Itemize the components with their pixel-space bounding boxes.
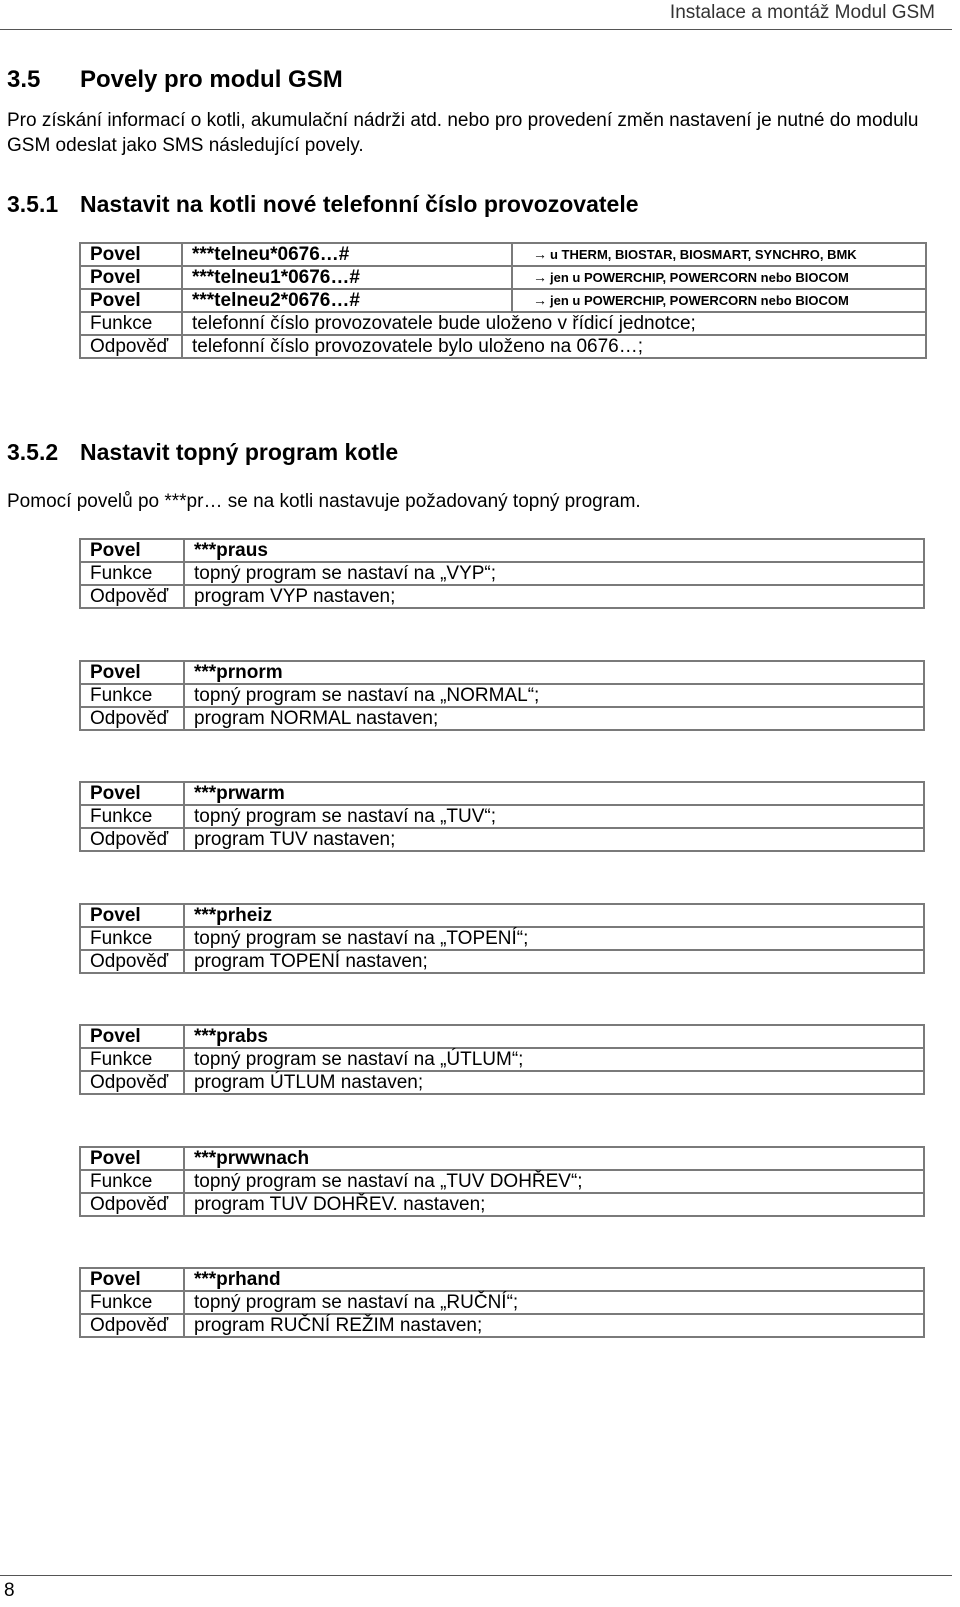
row-key: Funkce xyxy=(80,1291,184,1314)
program-table xyxy=(79,781,925,852)
telephone-command-table xyxy=(79,242,927,359)
row-value: ***prwarm xyxy=(184,782,924,805)
table-row xyxy=(80,243,926,266)
row-value: ***telneu1*0676…# xyxy=(182,266,512,289)
table-row xyxy=(80,805,924,828)
row-key: Funkce xyxy=(80,562,184,585)
table-row xyxy=(80,312,926,335)
row-value: topný program se nastaví na „NORMAL“; xyxy=(184,684,924,707)
table-row xyxy=(80,782,924,805)
section-heading xyxy=(7,66,343,94)
table-row xyxy=(80,1071,924,1094)
table-row xyxy=(80,266,926,289)
table-row xyxy=(80,585,924,608)
table-row xyxy=(80,1048,924,1071)
row-key: Povel xyxy=(80,243,182,266)
row-key: Povel xyxy=(80,266,182,289)
row-key: Funkce xyxy=(80,927,184,950)
row-value: program TUV nastaven; xyxy=(184,828,924,851)
row-key: Povel xyxy=(80,1147,184,1170)
row-value: topný program se nastaví na „VYP“; xyxy=(184,562,924,585)
arrow-right-icon: → xyxy=(533,292,547,308)
table-row xyxy=(80,539,924,562)
arrow-right-icon: → xyxy=(533,269,547,285)
row-value: telefonní číslo provozovatele bude uloženo v řídicí jednotce; xyxy=(182,312,926,335)
row-key: Funkce xyxy=(80,1048,184,1071)
program-table xyxy=(79,903,925,974)
table-row xyxy=(80,1314,924,1337)
row-key: Povel xyxy=(80,782,184,805)
program-table xyxy=(79,1146,925,1217)
subsection-intro: Pomocí povelů po ***pr… se na kotli nastavuje požadovaný topný program. xyxy=(7,491,641,512)
row-value: topný program se nastaví na „TOPENÍ“; xyxy=(184,927,924,950)
row-value: topný program se nastaví na „TUV DOHŘEV“; xyxy=(184,1170,924,1193)
row-key: Povel xyxy=(80,1025,184,1048)
row-key: Odpověď xyxy=(80,335,182,358)
row-value: ***praus xyxy=(184,539,924,562)
table-row xyxy=(80,904,924,927)
row-key: Funkce xyxy=(80,805,184,828)
row-value: topný program se nastaví na „ÚTLUM“; xyxy=(184,1048,924,1071)
row-note: → jen u POWERCHIP, POWERCORN nebo BIOCOM xyxy=(512,289,926,312)
table-row xyxy=(80,1025,924,1048)
subsection-number: 3.5.1 xyxy=(7,191,59,217)
row-key: Odpověď xyxy=(80,950,184,973)
row-value: ***prnorm xyxy=(184,661,924,684)
row-key: Povel xyxy=(80,1268,184,1291)
row-value: ***prheiz xyxy=(184,904,924,927)
table-row xyxy=(80,661,924,684)
row-value: program TUV DOHŘEV. nastaven; xyxy=(184,1193,924,1216)
row-key: Povel xyxy=(80,904,184,927)
table-row xyxy=(80,335,926,358)
subsection-heading-1 xyxy=(7,191,639,218)
section-title: Povely pro modul GSM xyxy=(80,66,343,93)
program-table xyxy=(79,1267,925,1338)
table-row xyxy=(80,828,924,851)
table-row xyxy=(80,562,924,585)
row-value: ***prhand xyxy=(184,1268,924,1291)
table-row xyxy=(80,1268,924,1291)
table-row xyxy=(80,927,924,950)
row-value: program NORMAL nastaven; xyxy=(184,707,924,730)
arrow-right-icon: → xyxy=(533,246,547,262)
row-value: ***telneu*0676…# xyxy=(182,243,512,266)
program-table xyxy=(79,538,925,609)
running-header: Instalace a montáž Modul GSM xyxy=(669,2,935,23)
row-key: Funkce xyxy=(80,684,184,707)
subsection-heading-2 xyxy=(7,439,398,466)
row-key: Funkce xyxy=(80,312,182,335)
subsection-title: Nastavit na kotli nové telefonní číslo provozovatele xyxy=(80,191,639,217)
section-number: 3.5 xyxy=(7,66,41,93)
table-row xyxy=(80,1193,924,1216)
row-value: ***prabs xyxy=(184,1025,924,1048)
table-row xyxy=(80,1147,924,1170)
subsection-number: 3.5.2 xyxy=(7,439,59,465)
page-number: 8 xyxy=(4,1580,15,1601)
subsection-title: Nastavit topný program kotle xyxy=(80,439,399,465)
row-value: topný program se nastaví na „RUČNÍ“; xyxy=(184,1291,924,1314)
row-key: Odpověď xyxy=(80,1193,184,1216)
footer-rule xyxy=(0,1575,952,1576)
row-value: topný program se nastaví na „TUV“; xyxy=(184,805,924,828)
row-key: Povel xyxy=(80,661,184,684)
row-key: Odpověď xyxy=(80,828,184,851)
table-row xyxy=(80,707,924,730)
table-row xyxy=(80,289,926,312)
row-key: Odpověď xyxy=(80,1314,184,1337)
row-value: program RUČNÍ REŽIM nastaven; xyxy=(184,1314,924,1337)
section-intro: Pro získání informací o kotli, akumulační nádrži atd. nebo pro provedení změn nastavení je nutné do modulu GSM odeslat jako SMS následující povely. xyxy=(7,110,919,156)
row-key: Odpověď xyxy=(80,585,184,608)
row-value: telefonní číslo provozovatele bylo uloženo na 0676…; xyxy=(182,335,926,358)
table-row xyxy=(80,1170,924,1193)
row-key: Povel xyxy=(80,539,184,562)
row-key: Povel xyxy=(80,289,182,312)
header-rule xyxy=(0,29,952,30)
row-value: program TOPENÍ nastaven; xyxy=(184,950,924,973)
row-value: ***telneu2*0676…# xyxy=(182,289,512,312)
table-row xyxy=(80,684,924,707)
row-key: Funkce xyxy=(80,1170,184,1193)
table-row xyxy=(80,950,924,973)
row-key: Odpověď xyxy=(80,707,184,730)
row-value: program VYP nastaven; xyxy=(184,585,924,608)
row-key: Odpověď xyxy=(80,1071,184,1094)
row-note: → u THERM, BIOSTAR, BIOSMART, SYNCHRO, BMK xyxy=(512,243,926,266)
program-table xyxy=(79,1024,925,1095)
row-note: → jen u POWERCHIP, POWERCORN nebo BIOCOM xyxy=(512,266,926,289)
program-table xyxy=(79,660,925,731)
row-value: program ÚTLUM nastaven; xyxy=(184,1071,924,1094)
table-row xyxy=(80,1291,924,1314)
row-value: ***prwwnach xyxy=(184,1147,924,1170)
